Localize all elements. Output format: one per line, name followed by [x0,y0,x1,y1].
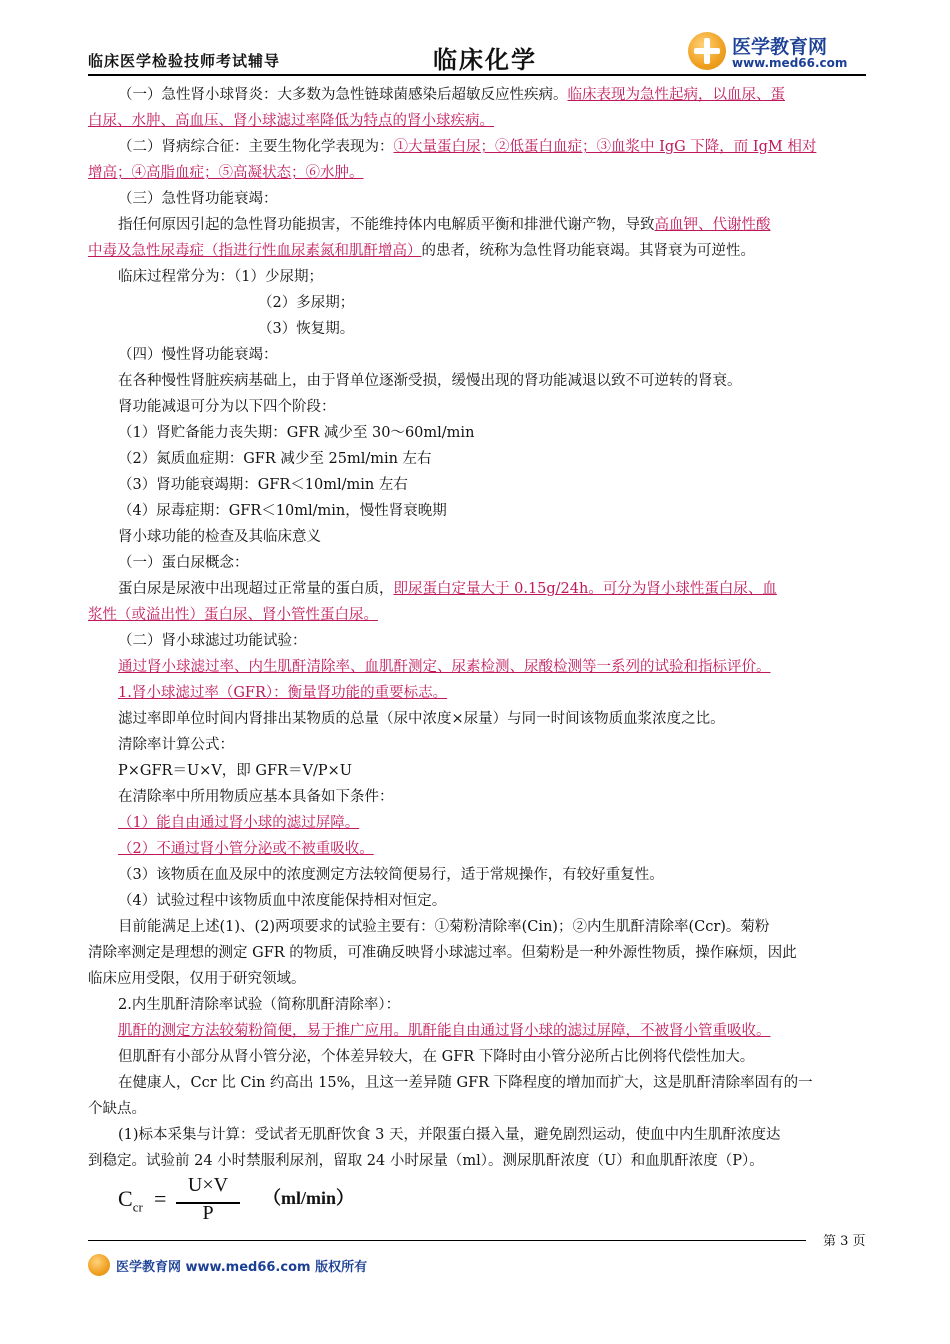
line-text: （4）尿毒症期：GFR＜10ml/min，慢性肾衰晚期 [118,503,447,519]
text-line [118,576,866,602]
line-text: （四）慢性肾功能衰竭： [118,347,278,363]
highlighted-text: 高血钾、代谢性酸 [654,217,771,233]
text-line [118,264,866,290]
line-text: （2）多尿期； [258,295,355,311]
header-subject-title: 临床化学 [433,46,537,74]
text-line [118,758,866,784]
text-line [88,1148,866,1174]
line-text: 个缺点。 [88,1101,146,1117]
line-text: 在各种慢性肾脏疾病基础上，由于肾单位逐渐受损，缓慢出现的肾功能减退以致不可逆转的肾衰。 [118,373,742,389]
line-text: 滤过率即单位时间内肾排出某物质的总量（尿中浓度×尿量）与同一时间该物质血浆浓度之比。 [118,711,725,727]
highlighted-text: 中毒及急性尿毒症（指进行性血尿素氮和肌酐增高） [88,243,422,259]
formula-lhs: $C_{cr}$ [118,1186,143,1215]
highlighted-text: ①大量蛋白尿；②低蛋白血症；③血浆中 IgG 下降，而 IgM 相对 [393,139,817,155]
line-text: (1)标本采集与计算：受试者无肌酐饮食 3 天，并限蛋白摄入量，避免剧烈运动，使血中内生肌酐浓度达 [118,1127,781,1143]
formula-unit: （ml/min） [263,1188,355,1208]
text-line [118,888,866,914]
site-logo[interactable] [688,32,868,72]
page-footer [88,1234,866,1282]
line-text: 到稳定。试验前 24 小时禁服利尿剂，留取 24 小时尿量（ml）。测尿肌酐浓度（U）和血肌酐浓度（P）。 [88,1153,764,1169]
formula-equals: = [154,1186,167,1211]
text-line [88,238,866,264]
line-text: （三）急性肾功能衰竭： [118,191,278,207]
line-text: 临床应用受限，仅用于研究领域。 [88,971,306,987]
text-line [118,1122,866,1148]
line-text: （3）该物质在血及尿中的浓度测定方法较简便易行，适于常规操作，有较好重复性。 [118,867,664,883]
line-text: 肾功能减退可分为以下四个阶段： [118,399,336,415]
text-line [118,550,866,576]
line-text: 临床过程常分为：（1）少尿期； [118,269,323,285]
highlighted-text: 增高；④高脂血症；⑤高凝状态；⑥水肿。 [88,165,364,181]
text-line [118,186,866,212]
text-line [118,498,866,524]
header-divider [88,74,866,76]
text-line [118,134,866,160]
formula-denominator: P [202,1202,214,1224]
highlighted-text: 浆性（或溢出性）蛋白尿、肾小管性蛋白尿。 [88,607,378,623]
text-line [118,446,866,472]
highlighted-text: 即尿蛋白定量大于 0.15g/24h。可分为肾小球性蛋白尿、血 [393,581,777,597]
line-text: 清除率计算公式： [118,737,234,753]
highlighted-text: （1）能自由通过肾小球的滤过屏障。 [118,815,360,831]
line-text: （二）肾小球滤过功能试验： [118,633,307,649]
text-line [118,680,866,706]
line-text: P×GFR＝U×V，即 GFR＝V/P×U [118,763,352,779]
line-text: 蛋白尿是尿液中出现超过正常量的蛋白质， [118,581,394,597]
line-text: 指任何原因引起的急性肾功能损害，不能维持体内电解质平衡和排泄代谢产物，导致 [118,217,655,233]
text-line [118,1070,866,1096]
highlighted-text: 白尿、水肿、高血压、肾小球滤过率降低为特点的肾小球疾病。 [88,113,494,129]
line-text: （3）恢复期。 [258,321,355,337]
page-number: 第 3 页 [823,1234,866,1249]
text-line [118,836,866,862]
footer-logo-icon [88,1254,110,1276]
clearance-formula [118,1174,438,1224]
line-text: 清除率测定是理想的测定 GFR 的物质，可准确反映肾小球滤过率。但菊粉是一种外源性物质，操作麻烦，因此 [88,945,797,961]
text-line [118,368,866,394]
line-text: （一）急性肾小球肾炎：大多数为急性链球菌感染后超敏反应性疾病。 [118,87,568,103]
text-line [118,472,866,498]
line-text: 在健康人，Ccr 比 Cin 约高出 15%，且这一差异随 GFR 下降程度的增加而扩大，这是肌酐清除率固有的一 [118,1075,813,1091]
footer-copyright[interactable]: 医学教育网 www.med66.com 版权所有 [116,1260,368,1275]
text-line [118,212,866,238]
text-line [88,1096,866,1122]
text-line [118,1044,866,1070]
document-body [88,82,866,1174]
line-text: 肾小球功能的检查及其临床意义 [118,529,321,545]
line-text: （3）肾功能衰竭期：GFR＜10ml/min 左右 [118,477,408,493]
text-line [88,160,866,186]
text-line [118,628,866,654]
line-text: 但肌酐有小部分从肾小管分泌，个体差异较大，在 GFR 下降时由小管分泌所占比例将代偿性加大。 [118,1049,755,1065]
header-course-title: 临床医学检验技师考试辅导 [88,52,281,70]
text-line [88,940,866,966]
highlighted-text: 肌酐的测定方法较菊粉简便，易于推广应用。肌酐能自由通过肾小球的滤过屏障，不被肾小管重吸收。 [118,1023,771,1039]
line-text: （4）试验过程中该物质血中浓度能保持相对恒定。 [118,893,447,909]
text-line [118,290,866,316]
highlighted-text: （2）不通过肾小管分泌或不被重吸收。 [118,841,374,857]
text-line [118,914,866,940]
logo-name: 医学教育网 [732,36,828,58]
line-text: （1）肾贮备能力丧失期：GFR 减少至 30～60ml/min [118,425,475,441]
highlighted-text: 临床表现为急性起病，以血尿、蛋 [567,87,785,103]
text-line [88,602,866,628]
highlighted-text: 通过肾小球滤过率、内生肌酐清除率、血肌酐测定、尿素检测、尿酸检测等一系列的试验和指标评价。 [118,659,771,675]
text-line [118,1018,866,1044]
text-line [118,992,866,1018]
logo-url[interactable]: www.med66.com [732,56,848,70]
line-text: （二）肾病综合征：主要生物化学表现为： [118,139,394,155]
line-text: 的患者，统称为急性肾功能衰竭。其肾衰为可逆性。 [421,243,755,259]
text-line [118,784,866,810]
text-line [118,82,866,108]
text-line [88,966,866,992]
line-text: 目前能满足上述(1)、(2)两项要求的试验主要有：①菊粉清除率(Cin)；②内生肌酐清除率(Ccr)。菊粉 [118,919,770,935]
page-header [88,28,866,76]
text-line [118,342,866,368]
text-line [118,316,866,342]
highlighted-text: 1.肾小球滤过率（GFR）：衡量肾功能的重要标志。 [118,685,448,701]
line-text: 在清除率中所用物质应基本具备如下条件： [118,789,394,805]
cross-logo-icon [688,32,726,70]
line-text: （一）蛋白尿概念： [118,555,249,571]
text-line [118,420,866,446]
text-line [118,524,866,550]
footer-divider [88,1240,806,1241]
line-text: 2.内生肌酐清除率试验（简称肌酐清除率）： [118,997,401,1013]
text-line [88,108,866,134]
line-text: （2）氮质血症期：GFR 减少至 25ml/min 左右 [118,451,432,467]
text-line [118,394,866,420]
formula-lhs-subscript: cr [132,1199,143,1215]
formula-numerator: U×V [187,1174,229,1196]
text-line [118,732,866,758]
text-line [118,810,866,836]
text-line [118,706,866,732]
text-line [118,862,866,888]
text-line [118,654,866,680]
